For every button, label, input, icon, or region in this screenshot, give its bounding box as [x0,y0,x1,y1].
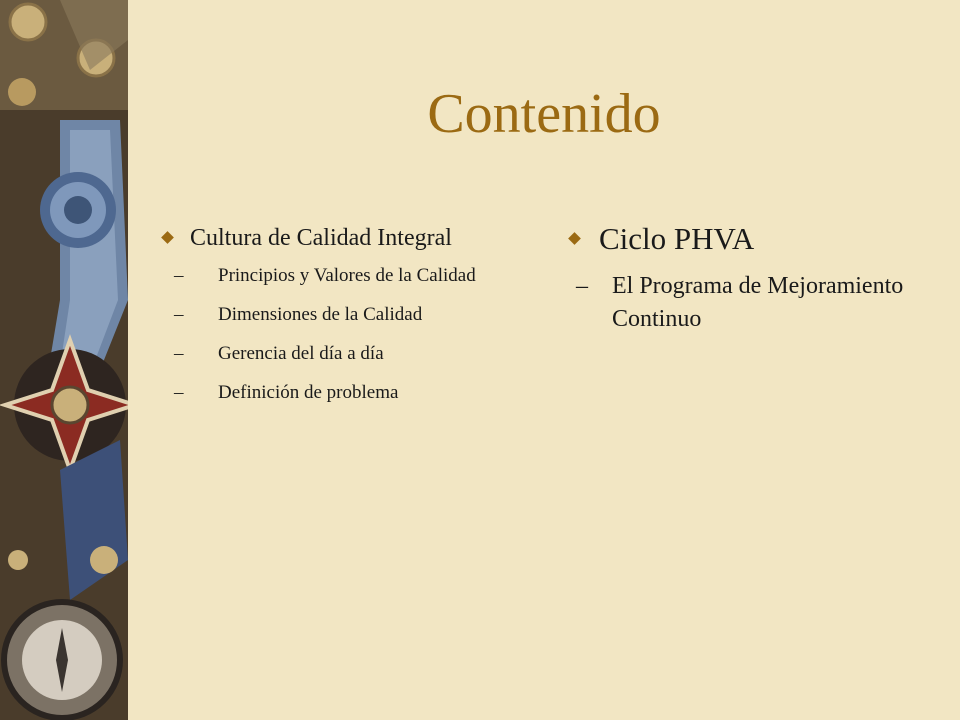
dash-icon: – [174,265,184,286]
dash-icon: – [174,343,184,364]
bullet-text: Cultura de Calidad Integral [190,225,452,251]
sub-item-text: Definición de problema [218,382,399,403]
dash-icon: – [174,304,184,325]
decorative-medal-image [0,0,128,720]
sub-item [160,303,540,327]
dash-icon: – [174,382,184,403]
medal-artwork [0,0,128,720]
sub-item [160,342,540,366]
bullet-item [160,222,540,254]
sub-item-text: Gerencia del día a día [218,343,384,364]
slide-title: Contenido [427,83,661,145]
sub-item [160,381,540,405]
diamond-icon [568,232,581,245]
bullet-item [566,220,906,258]
sub-item [566,270,906,336]
sub-item-text: Dimensiones de la Calidad [218,304,423,325]
bullet-text: Ciclo PHVA [599,221,755,256]
dash-icon: – [576,273,588,299]
sub-list [160,264,540,405]
sub-item-text: El Programa de Mejoramiento Continuo [612,273,904,332]
sub-item [160,264,540,288]
right-column [566,220,906,351]
diamond-icon [161,231,174,244]
sub-list [566,270,906,336]
left-column [160,222,540,420]
sub-item-text: Principios y Valores de la Calidad [218,265,476,286]
